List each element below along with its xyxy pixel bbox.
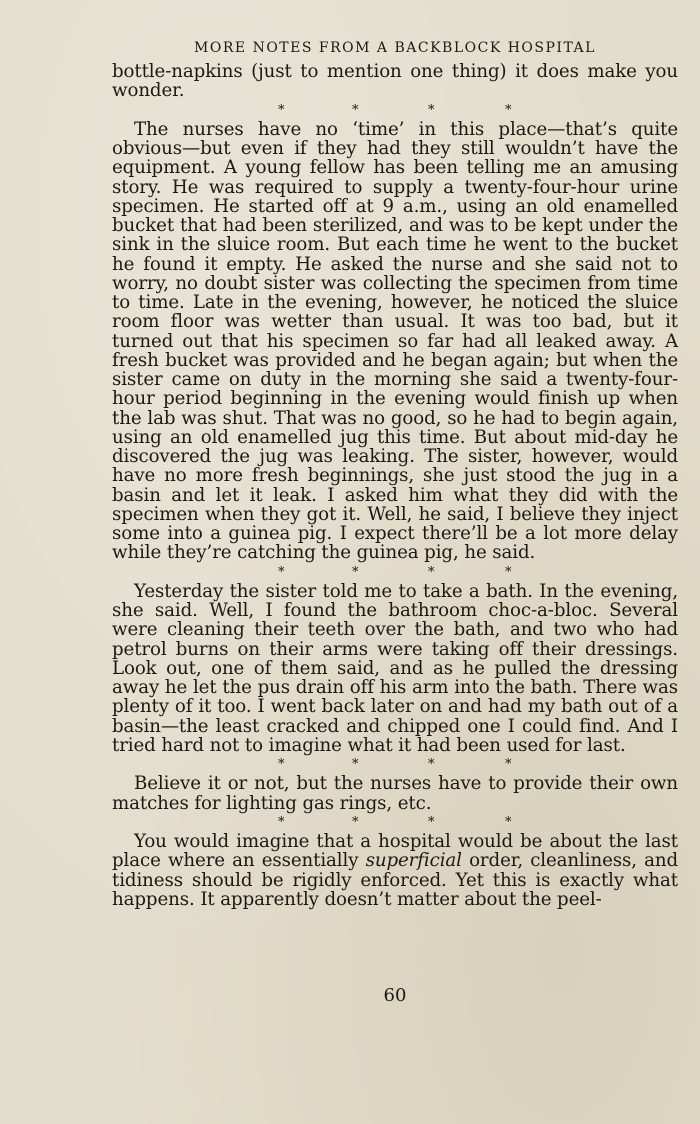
separator-asterisk: * — [352, 757, 359, 772]
emphasized-word: superficial — [365, 850, 462, 872]
separator-asterisk: * — [278, 564, 285, 580]
section-break — [112, 101, 678, 120]
page-number: 60 — [383, 985, 407, 1006]
separator-asterisk: * — [278, 757, 285, 772]
paragraph-continued: bottle-napkins (just to mention one thing) it does make you wonder. — [112, 61, 678, 102]
paragraph-urine-specimen: The nurses have no ‘time’ in this place—that’s quite obvious—but even if they had they still wouldn’t have the equipment. A young fellow has been telling me an amusing story. He was required to supply a twenty-four-hour urine specimen. He started off at 9 a.m., using an old enamelled bucket that had been sterilized, and was to be kept under the sink in the sluice room. But each time he went to the bucket he found it empty. He asked the nurse and she said not to worry, no doubt sister was collecting the specimen from time to time. Late in the evening, however, he noticed the sluice room floor was wetter than usual. It was too bad, but it turned out that his specimen so far had all leaked away. A fresh bucket was provided and he began again; but when the sister came on duty in the morning she said a twenty-four-hour period beginning in the evening would finish up when the lab was shut. That was no good, so he had to begin again, using an old enamelled jug this time. But about mid-day he discovered the jug was leaking. The sister, however, would have no more fresh beginnings, she just stood the jug in a basin and let it leak. I asked him what they did with the specimen when they got it. Well, he said, I believe they inject some into a guinea pig. I expect there’ll be a lot more delay while they’re catching the guinea pig, he said. — [112, 118, 678, 564]
separator-asterisk: * — [352, 814, 359, 830]
body-text — [112, 62, 678, 909]
separator-asterisk: * — [428, 564, 435, 580]
paragraph-tidiness: You would imagine that a hospital would be about the last place where an essentially superficial order, cleanliness, and tidiness should be rigidly enforced. Yet this is exactly what happens. It apparently doesn’t matter about the peel- — [112, 831, 678, 910]
separator-asterisk: * — [505, 757, 512, 772]
separator-asterisk: * — [352, 564, 359, 580]
separator-asterisk: * — [352, 102, 359, 118]
separator-asterisk: * — [278, 102, 285, 118]
separator-asterisk: * — [278, 814, 285, 830]
separator-asterisk: * — [505, 564, 512, 580]
paragraph-bath: Yesterday the sister told me to take a bath. In the evening, she said. Well, I found the bathroom choc-a-bloc. Several were cleaning their teeth over the bath, and two who had petrol burns on their arms were taking off their dressings. Look out, one of them said, and as he pulled the dressing away he let the pus drain off his arm into the bath. There was plenty of it too. I went back later on and had my bath out of a basin—the least cracked and chipped one I could find. And I tried hard not to imagine what it had been used for last. — [112, 580, 678, 756]
section-break — [112, 755, 678, 774]
running-header: MORE NOTES FROM A BACKBLOCK HOSPITAL — [194, 40, 596, 56]
separator-asterisk: * — [505, 102, 512, 118]
separator-asterisk: * — [428, 757, 435, 772]
section-break — [112, 563, 678, 582]
separator-asterisk: * — [428, 102, 435, 118]
paragraph-matches: Believe it or not, but the nurses have to provide their own matches for lighting gas rings, etc. — [112, 773, 678, 814]
separator-asterisk: * — [505, 814, 512, 830]
section-break — [112, 813, 678, 832]
separator-asterisk: * — [428, 814, 435, 830]
